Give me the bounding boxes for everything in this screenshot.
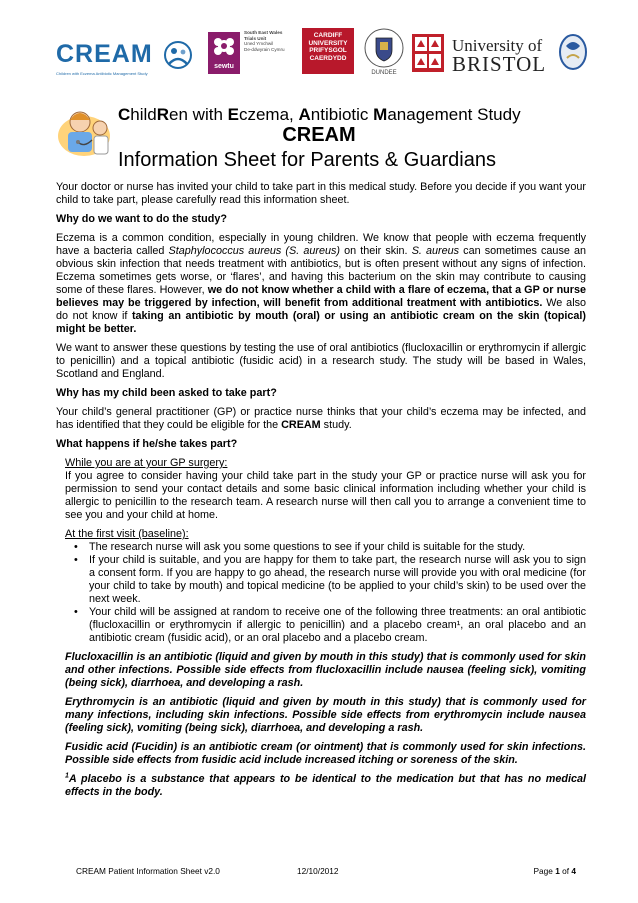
bristol-line1: University of [452,36,543,55]
text-run: S. aureus [411,245,460,257]
list-item-text: Your child will be assigned at random to receive one of the following three treatments: an oral antibiotic (flucloxacillin or erythromycin if allergic to penicillin) and a placebo cream¹, an oral placebo and an antibiotic cream (fusidic acid), or an oral placebo and a placebo cream. [89,606,586,644]
cardiff-line: CARDIFF [313,32,343,39]
footer-date: 12/10/2012 [297,866,339,876]
gp-surgery-subheading: While you are at your GP surgery: [65,457,228,469]
study-acronym: CREAM [282,124,356,146]
erythromycin-note: Erythromycin is an antibiotic (liquid and given by mouth in this study) that is commonly used for many infections, including skin infections. Possible side effects from erythromycin include nausea (feeling sick), vomiting (being sick), diarrhoea, and developing a rash. [65,696,586,734]
list-item-text: If your child is suitable, and you are happy for them to take part, the research nurse will ask you to sign a consent form. If you are happy to go ahead, the research nurse will provide you with oral medicine (for your child to take by mouth) and topical medicine (to be applied to your child’s skin) to be used over the next week. [89,554,586,605]
fusidic-acid-note: Fusidic acid (Fucidin) is an antibiotic cream (or ointment) that is commonly used for skin infections. Possible side effects from fusidic acid include increased itching or soreness of the skin. [65,741,586,766]
text-run: Staphylococcus aureus (S. aureus) [168,245,340,257]
study-name-part: anagement Study [387,105,521,124]
text-run: study. [320,419,352,431]
sewtu-unit-text [244,30,300,74]
footer-page-current: 1 [555,866,560,876]
cream-logo-tagline: Children with Eczema Antibiotic Management Study [56,71,148,76]
footnote-mark: 1 [65,772,69,780]
section-heading-why-study: Why do we want to do the study? [56,213,227,225]
cream-emblem-icon [161,40,195,70]
study-name-part: A [298,105,311,124]
study-name-part: M [373,105,388,124]
sewtu-unit-line: De-ddwyrain Cymru [244,46,285,52]
bullet-icon: • [74,606,78,618]
page-title: Information Sheet for Parents & Guardians [118,149,496,171]
list-item-text: The research nurse will ask you some questions to see if your child is suitable for the study. [89,541,526,553]
cream-logo [56,34,206,78]
study-name-part: ntibiotic [310,105,374,124]
cream-logo-text: CREAM [56,40,153,68]
study-name-part: E [227,105,239,124]
study-name-part: czema, [238,105,299,124]
text-run: Eczema is a common condition, especially in young children. We know that people with eczema frequently have a bacteria called [56,232,586,257]
footer-of-word: of [562,866,570,876]
sewtu-unit-line: Uned Ymchwil [244,41,274,47]
text-run: we do not know whether a child with a flare of eczema, that a GP or nurse believes may be triggered by infection, will benefit from additional treatment with antibiotics. [56,284,586,309]
study-name-part: C [118,105,131,124]
list-item [74,541,586,554]
text-run: We also do not know if [56,297,586,322]
page-footer [76,866,576,878]
header-logo-strip [56,26,588,86]
text-run: CREAM [281,419,321,431]
why-study-paragraph-2: We want to answer these questions by testing the use of oral antibiotics (flucloxacillin or erythromycin if allergic to penicillin) and a topical antibiotic (fusidic acid) in a research study. The study will be based in Wales, Scotland and England. [56,342,586,380]
text-run: on their skin. [339,245,412,257]
footer-doc-version: CREAM Patient Information Sheet v2.0 [76,866,220,876]
first-visit-list [65,541,586,645]
bristol-line2: BRISTOL [452,52,547,76]
bullet-icon: • [74,554,78,566]
bullet-icon: • [74,541,78,553]
sewtu-unit-line: South East Wales [244,30,283,35]
footnote-text: A placebo is a substance that appears to be identical to the medication but that has no medical effects in the body. [65,773,586,798]
sewtu-unit-line: Trials Unit [244,35,267,41]
why-asked-paragraph [56,406,586,432]
footer-page-word: Page [533,866,553,876]
study-name-part: hild [130,105,157,124]
text-run: Your child’s general practitioner (GP) or practice nurse thinks that your child’s eczema may be infected, and has identified that they could be eligible for the [56,406,586,431]
sewtu-label: sewtu [214,63,234,70]
study-name-part: R [156,105,170,124]
bristol-crest-icon [558,32,588,72]
dundee-crest-icon [362,26,406,70]
welsh-dragon-logo [412,34,444,72]
text-run: can sometimes cause an obvious skin infection that needs treatment with antibiotics, but is often present without any signs of infection. Eczema sometimes gets worse, or ‘flares’, and having this bacterium on the skin may contribute to causing some of these flares. However, [56,245,586,296]
cardiff-line: CAERDYDD [309,54,347,62]
placebo-footnote [65,773,586,799]
section-heading-why-asked: Why has my child been asked to take part? [56,387,277,399]
footer-page-total: 4 [571,866,576,876]
what-happens-content [65,457,586,799]
dundee-label: DUNDEE [371,70,397,76]
sewtu-logo [208,32,240,74]
dundee-logo [362,26,406,82]
first-visit-subheading: At the first visit (baseline): [65,528,189,540]
cardiff-line: UNIVERSITY [308,39,348,47]
study-name-part: en with [169,105,228,124]
dragon-crest-icon [412,34,444,72]
cardiff-logo [302,28,354,74]
intro-paragraph: Your doctor or nurse has invited your child to take part in this medical study. Before you decide if you want your child to take part, please carefully read this information sheet. [56,181,586,206]
why-study-paragraph-1 [56,232,586,336]
flucloxacillin-note: Flucloxacillin is an antibiotic (liquid and given by mouth in this study) that is commonly used for skin and other infections. Possible side effects from flucloxacillin include nausea (feeling sick), vomiting (being sick), diarrhoea, and developing a rash. [65,651,586,689]
document-body [56,181,586,805]
list-item [74,606,586,645]
text-run: taking an antibiotic by mouth (oral) or using an antibiotic cream on the skin (topical) might be better. [56,310,586,335]
section-heading-what-happens: What happens if he/she takes part? [56,438,238,450]
study-full-name [118,105,521,125]
bristol-logo [452,26,592,84]
footer-page-number [534,866,577,876]
gp-surgery-paragraph: If you agree to consider having your child take part in the study your GP or practice nurse will ask you for permission to send your contact details and some basic clinical information including whether your child is allergic to penicillin to the research team. A research nurse will then call you to arrange a convenient time to see you and your child at home. [65,470,586,521]
list-item [74,554,586,606]
cardiff-line: PRIFYSGOL [309,47,347,54]
